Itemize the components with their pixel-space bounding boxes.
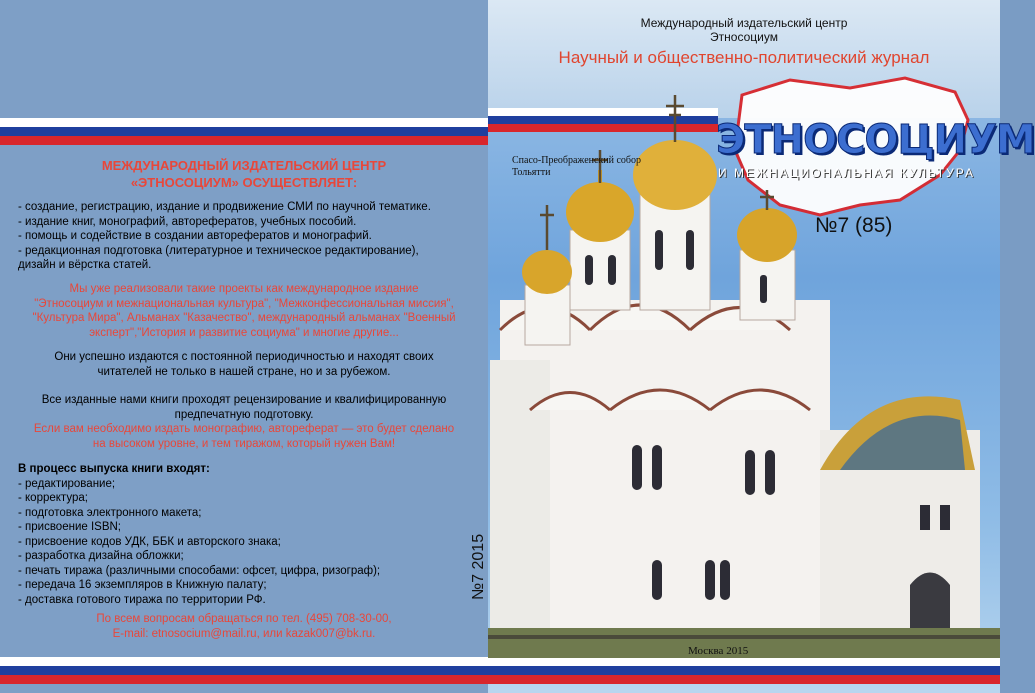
list-item: - печать тиража (различными способами: офсет, цифра, ризограф); [18, 564, 381, 577]
published-paragraph [18, 350, 470, 379]
list-item: - разработка дизайна обложки; [18, 550, 184, 562]
list-item: - помощь и содействие в создании авторефератов и монографий. [18, 230, 372, 242]
flag-stripe-red-top [0, 136, 488, 145]
flag-stripe-red-bottom [0, 675, 1000, 684]
projects-line: Мы уже реализовали такие проекты как международное издание [69, 283, 419, 295]
contact-email: E-mail: etnosocium@mail.ru, или kazak007@bk.ru. [112, 627, 376, 640]
flag-stripe-red-front [488, 124, 718, 132]
projects-line: "Этносоциум и межнациональная культура", "Межконфессиональная миссия", [34, 297, 454, 310]
photo-caption-line-1: Спасо-Преображенский собор [512, 155, 642, 166]
journal-subtitle: Научный и общественно-политический журнал [558, 48, 930, 67]
issue-number: №7 (85) [815, 214, 893, 237]
list-item: - корректура; [18, 492, 88, 504]
list-item: - создание, регистрацию, издание и продвижение СМИ по научной тематике. [18, 201, 431, 213]
photo-caption-line-2: Тольятти [512, 167, 551, 178]
spine-text: №7 2015 [470, 533, 487, 600]
projects-line: "Культура Мира", Альманах "Казачество", международный альманах "Военный [32, 312, 456, 324]
flag-stripe-white-front [488, 108, 718, 116]
list-item: - редакционная подготовка (литературное и техническое редактирование), [18, 244, 419, 257]
offer-paragraph [18, 422, 470, 451]
flag-stripe-blue-front [488, 116, 718, 124]
contact-info [18, 612, 470, 641]
review-line: Все изданные нами книги проходят рецензирование и квалифицированную [41, 394, 447, 406]
projects-line: эксперт","История и развитие социума" и многие другие... [89, 326, 399, 339]
services-list [18, 200, 470, 273]
offer-line: на высоком уровне, и тем тиражом, который нужен Вам! [92, 437, 396, 450]
flag-stripe-blue-bottom [0, 666, 1000, 675]
flag-stripe-white-top [0, 118, 488, 127]
list-item: - присвоение ISBN; [18, 521, 121, 533]
photo-caption [512, 155, 641, 179]
contact-phone: По всем вопросам обращаться по тел. (495) 708-30-00, [96, 613, 392, 625]
published-line: читателей не только в нашей стране, но и за рубежом. [97, 365, 391, 378]
list-item: - издание книг, монографий, авторефератов, учебных пособий. [18, 215, 357, 228]
list-item: дизайн и вёрстка статей. [18, 259, 152, 271]
process-section [18, 462, 470, 607]
offer-line: Если вам необходимо издать монографию, автореферат — это будет сделано [33, 423, 455, 435]
list-item: - подготовка электронного макета; [18, 506, 202, 519]
list-item: - редактирование; [18, 477, 116, 490]
publisher-line-1: Международный издательский центр [640, 16, 848, 30]
journal-logo-subtitle: И МЕЖНАЦИОНАЛЬНАЯ КУЛЬТУРА [718, 166, 975, 180]
flag-stripe-white-bottom [0, 657, 1000, 666]
place-and-year: Москва 2015 [688, 645, 749, 657]
projects-paragraph [18, 282, 470, 340]
journal-logo-title: ЭТНОСОЦИУМ [716, 117, 1035, 163]
list-item: - передача 16 экземпляров в Книжную палату; [18, 579, 267, 591]
process-heading: В процесс выпуска книги входят: [18, 463, 210, 475]
list-item: - доставка готового тиража по территории РФ. [18, 593, 266, 606]
review-line: предпечатную подготовку. [174, 408, 314, 421]
back-heading-line-2: «ЭТНОСОЦИУМ» ОСУЩЕСТВЛЯЕТ: [130, 175, 358, 190]
publisher-line-2: Этносоциум [710, 30, 778, 44]
back-heading-line-1: МЕЖДУНАРОДНЫЙ ИЗДАТЕЛЬСКИЙ ЦЕНТР [101, 158, 387, 173]
published-line: Они успешно издаются с постоянной периодичностью и находят своих [54, 351, 434, 363]
review-paragraph [18, 393, 470, 422]
list-item: - присвоение кодов УДК, ББК и авторского знака; [18, 535, 281, 548]
back-heading [18, 157, 470, 191]
flag-stripe-blue-top [0, 127, 488, 136]
